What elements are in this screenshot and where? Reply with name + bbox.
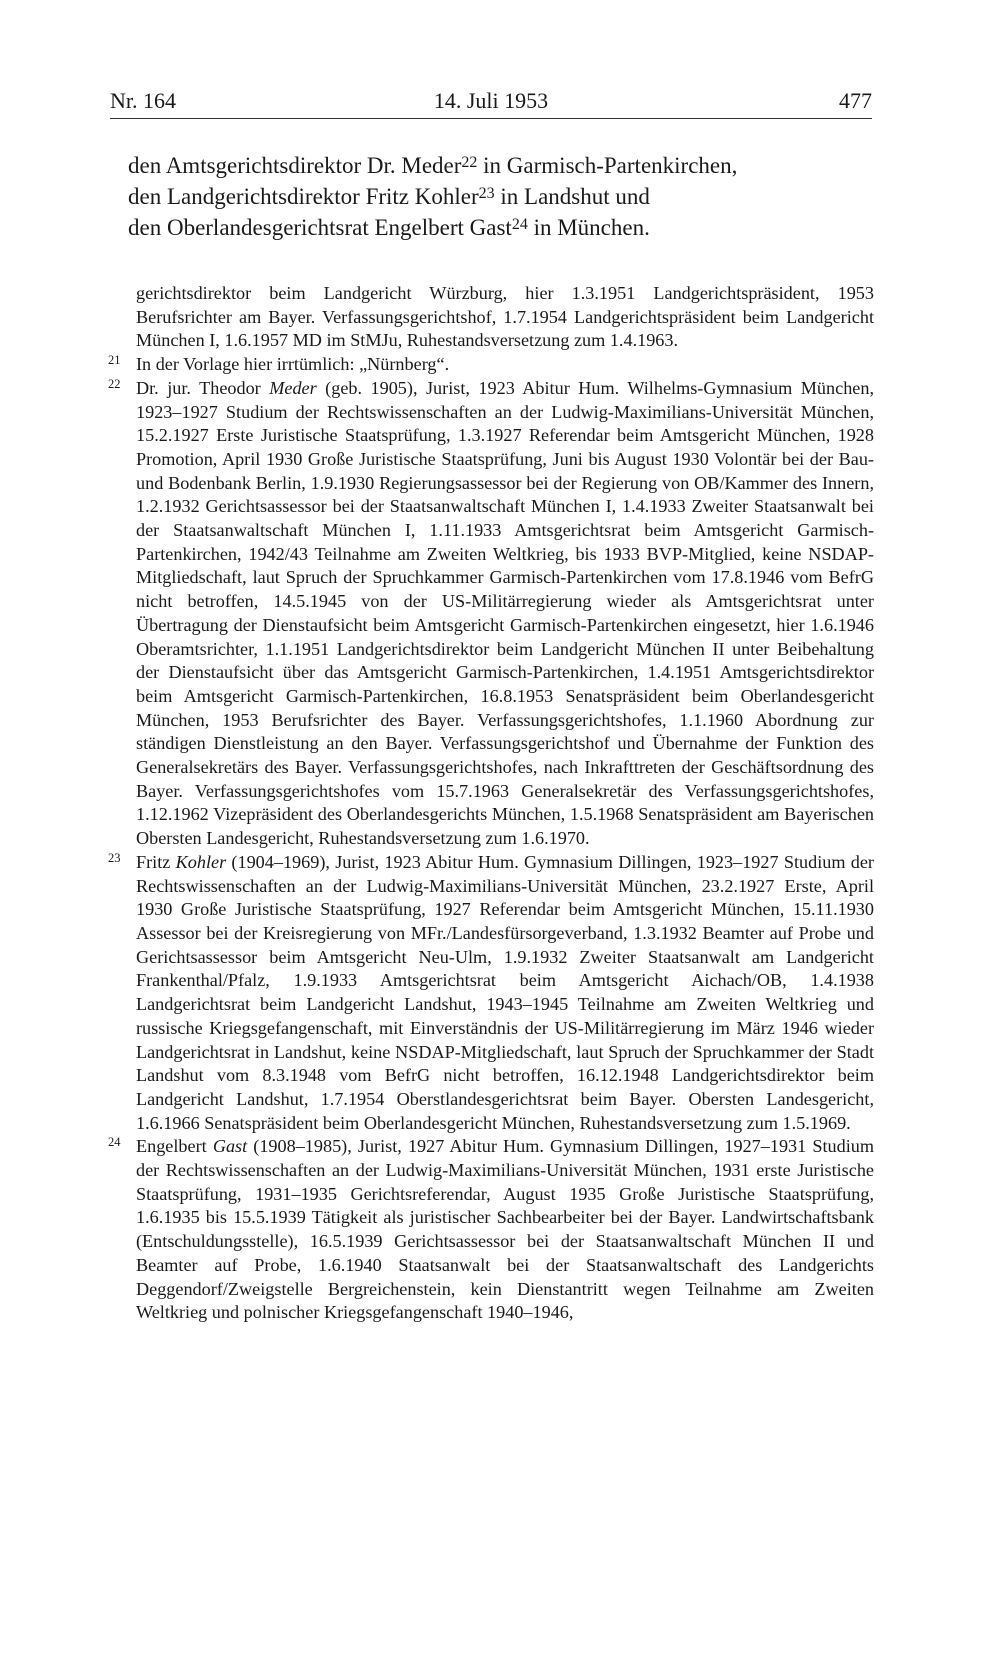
footnote-number: 24 xyxy=(108,1135,121,1150)
footnote-ref-23[interactable]: 23 xyxy=(478,185,495,202)
footnote-21 xyxy=(106,353,874,377)
footnote-ref-22[interactable]: 22 xyxy=(461,154,478,171)
footnotes xyxy=(106,282,874,1325)
footnote-number: 22 xyxy=(108,376,121,391)
person-name: Meder xyxy=(269,377,317,398)
footnote-number: 23 xyxy=(108,850,121,865)
page-number: 477 xyxy=(839,88,872,113)
footnote-text: (geb. 1905), Jurist, 1923 Abitur Hum. Wilhelms-Gymnasium München, 1923–1927 Studium der Rechtswissenschaften an der Ludwig-Maximilians-Universität München, 15.2.1927 Erste Juristische Staatsprüfung, 1.3.1927 Referendar beim Amtsgericht München, 1928 Promotion, April 1930 Große Juristische Staatsprüfung, Juni bis August 1930 Volontär bei der Bau- und Bodenbank Berlin, 1.9.1930 Regierungsassessor bei der Regierung von OB/Kammer des Innern, 1.2.1932 Gerichtsassessor bei der Staatsanwaltschaft München I, 1.4.1933 Zweiter Staatsanwalt bei der Staatsanwaltschaft München I, 1.11.1933 Amtsgerichtsrat beim Amtsgericht Garmisch-Partenkirchen, 1942/43 Teilnahme am Zweiten Weltkrieg, bis 1933 BVP-Mitglied, keine NSDAP-Mitgliedschaft, laut Spruch der Spruchkammer Garmisch-Partenkirchen vom 17.8.1946 vom BefrG nicht betroffen, 14.5.1945 von der US-Militärregierung wieder als Amtsgerichtsrat unter Übertragung der Dienstaufsicht beim Amtsgericht Garmisch-Partenkirchen eingesetzt, hier 1.6.1946 Oberamtsrichter, 1.1.1951 Landgerichtsdirektor beim Landgericht München II unter Beibehaltung der Dienstaufsicht über das Amtsgericht Garmisch-Partenkirchen, 1.4.1951 Amtsgerichtsdirektor beim Amtsgericht Garmisch-Partenkirchen, 16.8.1953 Senatspräsident beim Oberlandesgericht München, 1953 Berufsrichter des Bayer. Verfassungsgerichtshofes, 1.1.1960 Abordnung zur ständigen Dienstleistung an den Bayer. Verfassungsgerichtshof und Übernahme der Funktion des Generalsekretärs des Bayer. Verfassungsgerichtshofes, nach Inkrafttreten der Geschäftsordnung des Bayer. Verfassungsgerichtshofes vom 15.7.1963 Generalsekretär des Verfassungsgerichtshofes, 1.12.1962 Vizepräsident des Oberlandesgerichts München, 1.5.1968 Senatspräsident am Bayerischen Obersten Landesgericht, Ruhestandsversetzung zum 1.6.1970. xyxy=(136,377,874,849)
footnote-text: (1904–1969), Jurist, 1923 Abitur Hum. Gymnasium Dillingen, 1923–1927 Studium der Rechtswissenschaften an der Ludwig-Maximilians-Universität München, 23.2.1927 Erste, April 1930 Große Juristische Staatsprüfung, 1927 Referendar beim Amtsgericht München, 15.11.1930 Assessor bei der Kreisregierung von MFr./Landesfürsorgeverband, 1.3.1932 Beamter auf Probe und Gerichtsassessor beim Amtsgericht Neu-Ulm, 1.9.1932 Zweiter Staatsanwalt am Landgericht Frankenthal/Pfalz, 1.9.1933 Amtsgerichtsrat beim Amtsgericht Aichach/OB, 1.4.1938 Landgerichtsrat beim Landgericht Landshut, 1943–1945 Teilnahme am Zweiten Weltkrieg und russische Kriegsgefangenschaft, mit Einverständnis der US-Militärregierung im März 1946 wieder Landgerichtsrat in Landshut, keine NSDAP-Mitgliedschaft, laut Spruch der Spruchkammer der Stadt Landshut vom 8.3.1948 vom BefrG nicht betroffen, 16.12.1948 Landgerichtsdirektor beim Landgericht Landshut, 1.7.1954 Oberstlandesgerichtsrat beim Bayer. Obersten Landesgericht, 1.6.1966 Senatspräsident beim Oberlandesgericht München, Ruhestandsversetzung zum 1.5.1969. xyxy=(136,851,874,1133)
header-date: 14. Juli 1953 xyxy=(428,88,554,113)
issue-number: Nr. 164 xyxy=(110,88,176,113)
person-name: Gast xyxy=(212,1136,248,1157)
footnote-continuation: gerichtsdirektor beim Landgericht Würzburg, hier 1.3.1951 Landgerichtspräsident, 1953 Berufsrichter am Bayer. Verfassungsgerichtshof, 1.7.1954 Landgerichtspräsident beim Landgericht München I, 1.6.1957 MD im StMJu, Ruhestandsversetzung zum 1.4.1963. xyxy=(136,283,874,351)
main-line-meder: den Amtsgerichtsdirektor Dr. Meder$^{22}$ in Garmisch-Partenkirchen, xyxy=(128,153,738,178)
main-text xyxy=(128,150,848,243)
main-line-gast: den Oberlandesgerichtsrat Engelbert Gast$^{24}$ in München. xyxy=(128,215,650,240)
footnote-number: 21 xyxy=(108,353,121,368)
footnote-23: 23 Fritz Kohler (1904–1969), Jurist, 1923 Abitur Hum. Gymnasium Dillingen, 1923–1927 Studium der Rechtswissenschaften an der Ludwig-Maximilians-Universität München, 23.2.1927 Erste, April 1930 Große Juristische Staatsprüfung, 1927 Referendar beim Amtsgericht München, 15.11.1930 Assessor bei der Kreisregierung von MFr./Landesfürsorgeverband, 1.3.1932 Beamter auf Probe und Gerichtsassessor beim Amtsgericht Neu-Ulm, 1.9.1932 Zweiter Staatsanwalt am Landgericht Frankenthal/Pfalz, 1.9.1933 Amtsgerichtsrat beim Amtsgericht Aichach/OB, 1.4.1938 Landgerichtsrat beim Landgericht Landshut, 1943–1945 Teilnahme am Zweiten Weltkrieg und russische Kriegsgefangenschaft, mit Einverständnis der US-Militärregierung im März 1946 wieder Landgerichtsrat in Landshut, keine NSDAP-Mitgliedschaft, laut Spruch der Spruchkammer der Stadt Landshut vom 8.3.1948 vom BefrG nicht betroffen, 16.12.1948 Landgerichtsdirektor beim Landgericht Landshut, 1.7.1954 Oberstlandesgerichtsrat beim Bayer. Obersten Landesgericht, 1.6.1966 Senatspräsident beim Oberlandesgericht München, Ruhestandsversetzung zum 1.5.1969. xyxy=(106,851,874,1135)
footnote-text: In der Vorlage hier irrtümlich: „Nürnberg“. xyxy=(136,354,450,375)
running-head xyxy=(110,84,872,119)
main-line-kohler: den Landgerichtsdirektor Fritz Kohler$^{23}$ in Landshut und xyxy=(128,184,650,209)
footnote-ref-24[interactable]: 24 xyxy=(511,216,528,233)
footnote-22: 22 Dr. jur. Theodor Meder (geb. 1905), Jurist, 1923 Abitur Hum. Wilhelms-Gymnasium München, 1923–1927 Studium der Rechtswissenschaften an der Ludwig-Maximilians-Universität München, 15.2.1927 Erste Juristische Staatsprüfung, 1.3.1927 Referendar beim Amtsgericht München, 1928 Promotion, April 1930 Große Juristische Staatsprüfung, Juni bis August 1930 Volontär bei der Bau- und Bodenbank Berlin, 1.9.1930 Regierungsassessor bei der Regierung von OB/Kammer des Innern, 1.2.1932 Gerichtsassessor bei der Staatsanwaltschaft München I, 1.4.1933 Zweiter Staatsanwalt bei der Staatsanwaltschaft München I, 1.11.1933 Amtsgerichtsrat beim Amtsgericht Garmisch-Partenkirchen, 1942/43 Teilnahme am Zweiten Weltkrieg, bis 1933 BVP-Mitglied, keine NSDAP-Mitgliedschaft, laut Spruch der Spruchkammer Garmisch-Partenkirchen vom 17.8.1946 vom BefrG nicht betroffen, 14.5.1945 von der US-Militärregierung wieder als Amtsgerichtsrat unter Übertragung der Dienstaufsicht beim Amtsgericht Garmisch-Partenkirchen eingesetzt, hier 1.6.1946 Oberamtsrichter, 1.1.1951 Landgerichtsdirektor beim Landgericht München II unter Beibehaltung der Dienstaufsicht über das Amtsgericht Garmisch-Partenkirchen, 1.4.1951 Amtsgerichtsdirektor beim Amtsgericht Garmisch-Partenkirchen, 16.8.1953 Senatspräsident beim Oberlandesgericht München, 1953 Berufsrichter des Bayer. Verfassungsgerichtshofes, 1.1.1960 Abordnung zur ständigen Dienstleistung an den Bayer. Verfassungsgerichtshof und Übernahme der Funktion des Generalsekretärs des Bayer. Verfassungsgerichtshofes, nach Inkrafttreten der Geschäftsordnung des Bayer. Verfassungsgerichtshofes vom 15.7.1963 Generalsekretär des Verfassungsgerichtshofes, 1.12.1962 Vizepräsident des Oberlandesgerichts München, 1.5.1968 Senatspräsident am Bayerischen Obersten Landesgericht, Ruhestandsversetzung zum 1.6.1970. xyxy=(106,377,874,851)
footnote-text: (1908–1985), Jurist, 1927 Abitur Hum. Gymnasium Dillingen, 1927–1931 Studium der Rechtswissenschaften an der Ludwig-Maximilians-Universität München, 1931 erste Juristische Staatsprüfung, 1931–1935 Gerichtsreferendar, August 1935 Große Juristische Staatsprüfung, 1.6.1935 bis 15.5.1939 Tätigkeit als juristischer Sachbearbeiter bei der Bayer. Landwirtschaftsbank (Entschuldungsstelle), 16.5.1939 Gerichtsassessor bei der Staatsanwaltschaft München II und Beamter auf Probe, 1.6.1940 Staatsanwalt bei der Staatsanwaltschaft des Landgerichts Deggendorf/Zweigstelle Bergreichenstein, kein Dienstantritt wegen Teilnahme am Zweiten Weltkrieg und polnischer Kriegsgefangenschaft 1940–1946, xyxy=(136,1136,874,1323)
person-name: Kohler xyxy=(175,851,227,872)
footnote-24: 24 Engelbert Gast (1908–1985), Jurist, 1927 Abitur Hum. Gymnasium Dillingen, 1927–1931 Studium der Rechtswissenschaften an der Ludwig-Maximilians-Universität München, 1931 erste Juristische Staatsprüfung, 1931–1935 Gerichtsreferendar, August 1935 Große Juristische Staatsprüfung, 1.6.1935 bis 15.5.1939 Tätigkeit als juristischer Sachbearbeiter bei der Bayer. Landwirtschaftsbank (Entschuldungsstelle), 16.5.1939 Gerichtsassessor bei der Staatsanwaltschaft München II und Beamter auf Probe, 1.6.1940 Staatsanwalt bei der Staatsanwaltschaft des Landgerichts Deggendorf/Zweigstelle Bergreichenstein, kein Dienstantritt wegen Teilnahme am Zweiten Weltkrieg und polnischer Kriegsgefangenschaft 1940–1946, xyxy=(106,1135,874,1325)
